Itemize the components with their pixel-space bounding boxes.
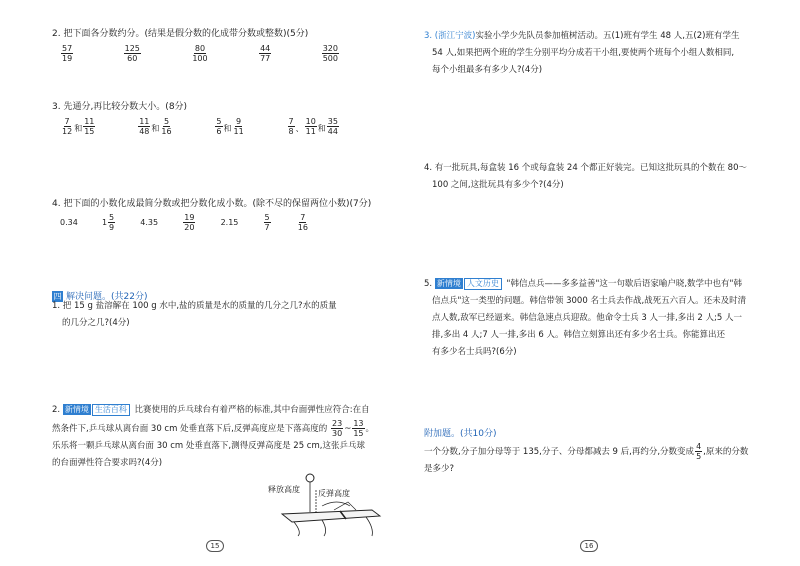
q3-fraction (83, 117, 95, 136)
denominator: 16 (297, 223, 308, 232)
problem-1 (52, 298, 337, 332)
q3-compare-group (60, 116, 96, 136)
denominator: 500 (322, 54, 338, 63)
denominator: 11 (233, 127, 244, 136)
numerator: 125 (124, 44, 140, 53)
q3-fraction (233, 117, 245, 136)
denominator: 16 (161, 127, 172, 136)
denominator: 19 (62, 54, 73, 63)
q2-fraction (259, 44, 271, 63)
numerator: 7 (64, 117, 70, 126)
problem-1-line2: 的几分之几?(4分) (62, 318, 130, 328)
denominator: 15 (84, 127, 95, 136)
inline-text: 和 (74, 124, 83, 133)
q3-items (60, 116, 340, 136)
extra-title: 附加题。(共10分) (424, 429, 497, 439)
problem-1-line1: 1. 把 15 g 盐溶解在 100 g 水中,盐的质量是水的质量的几分之几?水的质量 (52, 301, 337, 311)
numerator: 10 (305, 117, 316, 126)
fraction-13-15: $\frac{13}{15}$ (353, 419, 364, 438)
right-q4 (424, 160, 747, 194)
right-q4-line1: 4. 有一批玩具,每盒装 16 个或每盒装 24 个都正好装完。已知这批玩具的个数在 80～ (424, 163, 747, 173)
net-post (322, 502, 350, 506)
numerator: 80 (194, 44, 206, 53)
inline-text: 和 (317, 124, 326, 133)
tag-new-context: 新情境 (436, 279, 461, 288)
q2-title: 2. 把下面各分数约分。(结果是假分数的化成带分数或整数)(5分) (52, 29, 309, 39)
q4-fraction (297, 213, 309, 232)
denominator: 44 (327, 127, 338, 136)
right-q3 (424, 28, 739, 79)
problem-2-line4: 的台面弹性符合要求吗?(4分) (52, 458, 163, 468)
problem-2-line1 (52, 402, 374, 419)
extra-line1: 一个分数,分子加分母等于 135,分子、分母都减去 9 后,再约分,分数变成 $\frac{4}{5}$ ,原来的分数 (424, 442, 749, 461)
q4-mixed-number (102, 213, 116, 232)
denominator: 20 (184, 223, 195, 232)
ping-pong-table-illustration (262, 472, 392, 537)
right-q5-line2: 信点兵"这一类型的问题。韩信带领 3000 名士兵去作战,战死五六百人。还未及时清 (432, 296, 747, 306)
table-top (282, 510, 380, 522)
numerator: 7 (300, 213, 306, 222)
tag-life-encyclopedia: 生活百科 (92, 404, 130, 416)
numerator: 7 (288, 117, 294, 126)
inline-text: 0.34 (60, 218, 78, 227)
region-tag: 3. (浙江宁波) (424, 31, 476, 41)
right-q3-line3: 每个小组最多有多少人?(4分) (432, 65, 543, 75)
q3-fraction (288, 117, 295, 136)
numerator: 11 (139, 117, 150, 126)
q4-fraction (264, 213, 271, 232)
problem-2 (52, 402, 374, 472)
problem-2-text-line2: 然条件下,乒乓球从离台面 30 cm 处垂直落下后,反弹高度应是下落高度的 (52, 424, 328, 434)
numerator: 35 (327, 117, 338, 126)
problem-2-line3: 乐乐将一颗乒乓球从离台面 30 cm 处垂直落下,测得反弹高度是 25 cm,这张乒乓球 (52, 441, 365, 451)
extra-problem (424, 442, 748, 478)
section-badge: 四 (53, 292, 62, 301)
problem-2-text-line1: 比赛使用的乒乓球台有着严格的标准,其中台面弹性应符合:在自 (134, 405, 370, 415)
fraction-4-5: $\frac{4}{5}$ (696, 442, 702, 461)
right-q5-line4: 排,多出 4 人;7 人一排,多出 6 人。韩信立刻算出还有多少名士兵。你能算出还 (432, 330, 726, 340)
inline-text: 和 (223, 124, 232, 133)
numerator: 5 (109, 213, 115, 222)
numerator: 19 (184, 213, 195, 222)
problem-2-line2: 然条件下,乒乓球从离台面 30 cm 处垂直落下后,反弹高度应是下落高度的 $\frac{23}{30}$ ~ $\frac{13}{15}$ 。 (52, 419, 375, 438)
q4-fraction (183, 213, 195, 232)
denominator: 8 (288, 127, 294, 136)
extra-line2: 是多少? (424, 464, 455, 474)
right-q5-line1: 5. 新情境 人文历史 "韩信点兵——多多益善"这一句歇后语家喻户晓,数学中也有"韩 (424, 279, 742, 289)
right-q5-line5: 有多少名士兵吗?(6分) (432, 347, 517, 357)
label-release-height: 释放高度 (268, 485, 300, 494)
denominator: 7 (264, 223, 270, 232)
right-q5-line3: 点人数,敌军已经逼来。韩信急速点兵迎敌。他命令士兵 3 人一排,多出 2 人;5 人一 (432, 313, 743, 323)
right-page (400, 0, 800, 566)
q4-items (60, 213, 310, 232)
tag-new-context: 新情境 (64, 405, 89, 414)
ball-icon (306, 474, 314, 482)
denominator: 100 (192, 54, 208, 63)
numerator: 320 (322, 44, 338, 53)
label-bounce-height: 反弹高度 (318, 489, 350, 498)
right-q3-line2: 54 人,如果把两个班的学生分别平均分成若干小组,要使两个班每个小组人数相同, (432, 48, 735, 58)
numerator: 5 (163, 117, 170, 126)
q3-compare-group (137, 116, 173, 136)
denominator: 77 (260, 54, 271, 63)
numerator: 11 (84, 117, 95, 126)
q3-fraction (327, 117, 339, 136)
denominator: 48 (139, 127, 150, 136)
inline-text: 4.35 (140, 218, 159, 227)
numerator: 57 (62, 44, 73, 53)
denominator: 9 (109, 223, 115, 232)
denominator: 6 (216, 127, 222, 136)
q3-fraction (160, 117, 172, 136)
inline-text: 1 (101, 218, 108, 227)
q3-fraction (138, 117, 150, 136)
q4-fraction (108, 213, 115, 232)
q3-fraction (305, 117, 317, 136)
numerator: 44 (260, 44, 271, 53)
tag-humanities-history: 人文历史 (464, 278, 502, 290)
q2-fraction (322, 44, 339, 63)
numerator: 5 (216, 117, 222, 126)
q2-fractions (60, 44, 340, 63)
section-title: 解决问题。(共22分) (66, 292, 148, 302)
q4-title: 4. 把下面的小数化成最简分数或把分数化成小数。(除不尽的保留两位小数)(7分) (52, 199, 372, 209)
q3-compare-group (214, 116, 245, 136)
inline-text: 、 (295, 124, 304, 133)
problem-2-number: 2. (52, 405, 61, 415)
q3-fraction (61, 117, 73, 136)
fraction-23-30: $\frac{23}{30}$ (332, 419, 343, 438)
q3-compare-group (287, 116, 340, 136)
right-q5 (424, 276, 746, 361)
denominator: 60 (127, 54, 138, 63)
denominator: 12 (62, 127, 73, 136)
q2-fraction (61, 44, 73, 63)
right-q3-line1: 3. (浙江宁波)实验小学少先队员参加植树活动。五(1)班有学生 48 人,五(2)班有学生 (424, 31, 740, 41)
page-number-right: 16 (580, 540, 598, 552)
numerator: 5 (264, 213, 270, 222)
page-number-left: 15 (206, 540, 224, 552)
q2-fraction (191, 44, 208, 63)
q3-title: 3. 先通分,再比较分数大小。(8分) (52, 102, 188, 112)
denominator: 11 (305, 127, 316, 136)
q3-fraction (215, 117, 222, 136)
right-q4-line2: 100 之间,这批玩具有多少个?(4分) (432, 180, 564, 190)
inline-text: 2.15 (220, 218, 239, 227)
q2-fraction (124, 44, 141, 63)
numerator: 9 (236, 117, 242, 126)
inline-text: 和 (151, 124, 160, 133)
